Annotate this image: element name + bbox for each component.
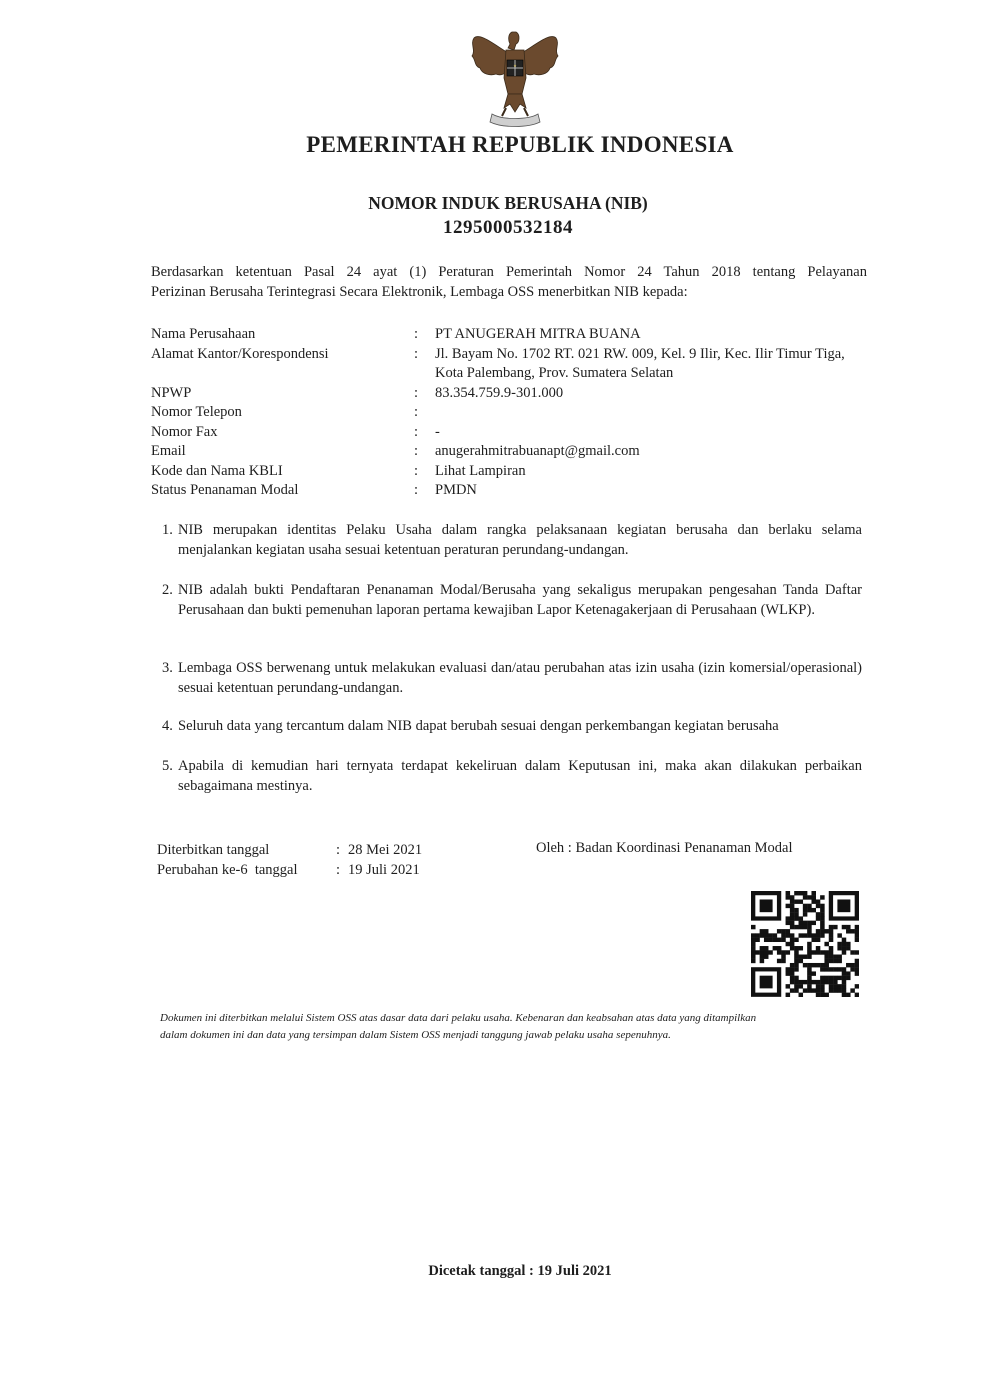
provision-text: Apabila di kemudian hari ternyata terdapat kekeliruan dalam Keputusan ini, maka akan dilakukan perbaikan sebagaimana mestinya. [178,758,862,794]
info-label: Nama Perusahaan [151,326,256,342]
issued-colon: : [336,842,341,858]
intro-line-2: Perizinan Berusaha Terintegrasi Secara Elektronik, Lembaga OSS menerbitkan NIB kepada: [151,284,688,300]
info-row-company-name [151,325,871,345]
info-row-email [151,442,871,462]
provision-item [162,658,862,698]
issuance-dates [157,840,422,880]
printed-date: Dicetak tanggal : 19 Juli 2021 [428,1263,612,1279]
info-colon: : [414,482,419,498]
info-value: - [435,423,440,440]
info-colon: : [414,384,419,401]
info-label: NPWP [151,384,192,401]
info-value: Lihat Lampiran [435,462,526,479]
issued-date-row [157,840,422,860]
disclaimer [160,1010,860,1044]
info-value [435,403,855,423]
changed-label: Perubahan ke-6 tanggal [157,862,298,878]
nib-number: 1295000532184 [443,217,573,238]
info-label: Kode dan Nama KBLI [151,462,283,479]
info-colon: : [414,345,419,362]
garuda-emblem-icon [466,24,564,128]
info-colon: : [414,404,419,420]
issued-label: Diterbitkan tanggal [157,842,270,858]
info-colon: : [414,423,419,440]
provision-item [162,520,862,560]
provision-item [162,756,862,796]
company-info-table [151,325,871,501]
disclaimer-line-1: Dokumen ini diterbitkan melalui Sistem OSS atas dasar data dari pelaku usaha. Kebenaran dan keabsahan atas data yang ditampilkan [160,1012,757,1024]
provision-item [162,580,862,620]
changed-colon: : [336,862,341,878]
info-row-address [151,345,871,384]
info-colon: : [414,462,419,479]
info-label: Nomor Telepon [151,404,242,420]
info-row-fax [151,423,871,443]
provision-text: Seluruh data yang tercantum dalam NIB dapat berubah sesuai dengan perkembangan kegiatan berusaha [178,718,779,734]
info-label: Status Penanaman Modal [151,482,299,498]
info-value: PT ANUGERAH MITRA BUANA [435,326,641,342]
provision-text: NIB merupakan identitas Pelaku Usaha dalam rangka pelaksanaan kegiatan berusaha dan berlaku selama menjalankan kegiatan usaha sesuai ketentuan peraturan perundang-undangan. [178,522,862,558]
provision-number: 1. [162,522,173,538]
changed-date-row [157,860,422,880]
changed-value: 19 Juli 2021 [348,862,420,878]
intro-paragraph [151,262,867,302]
provision-number: 3. [162,660,173,676]
document-title: NOMOR INDUK BERUSAHA (NIB) [368,193,648,213]
qr-code-icon [751,891,859,997]
info-label: Alamat Kantor/Korespondensi [151,345,329,362]
provision-number: 5. [162,758,173,774]
issued-value: 28 Mei 2021 [348,842,423,858]
info-row-phone [151,403,871,423]
info-row-kbli [151,462,871,482]
government-title: PEMERINTAH REPUBLIK INDONESIA [306,132,734,157]
info-colon: : [414,326,419,342]
issuer: Oleh : Badan Koordinasi Penanaman Modal [536,840,793,856]
provision-text: NIB adalah bukti Pendaftaran Penanaman Modal/Berusaha yang sekaligus merupakan pengesahan Tanda Daftar Perusahaan dan bukti pemenuhan laporan pertama kewajiban Lapor Ketenagakerjaan di Perusahaan (WLKP). [178,582,862,618]
info-value: Jl. Bayam No. 1702 RT. 021 RW. 009, Kel. 9 Ilir, Kec. Ilir Timur Tiga, Kota Palembang, Prov. Sumatera Selatan [435,345,845,381]
info-label: Email [151,443,186,459]
info-value: 83.354.759.9-301.000 [435,384,564,401]
info-label: Nomor Fax [151,423,218,440]
info-row-npwp [151,384,871,404]
disclaimer-line-2: dalam dokumen ini dan data yang tersimpan dalam Sistem OSS menjadi tanggung jawab pelaku usaha sepenuhnya. [160,1029,671,1041]
provision-text: Lembaga OSS berwenang untuk melakukan evaluasi dan/atau perubahan atas izin usaha (izin komersial/operasional) sesuai ketentuan perundang-undangan. [178,660,862,696]
provision-number: 2. [162,582,173,598]
intro-line-1: Berdasarkan ketentuan Pasal 24 ayat (1) Peraturan Pemerintah Nomor 24 Tahun 2018 tentang Pelayanan [151,264,867,280]
info-value: PMDN [435,482,477,498]
provision-item [162,716,862,736]
info-colon: : [414,443,419,459]
info-row-investment-status [151,481,871,501]
info-value: anugerahmitrabuanapt@gmail.com [435,443,640,459]
provision-number: 4. [162,718,173,734]
